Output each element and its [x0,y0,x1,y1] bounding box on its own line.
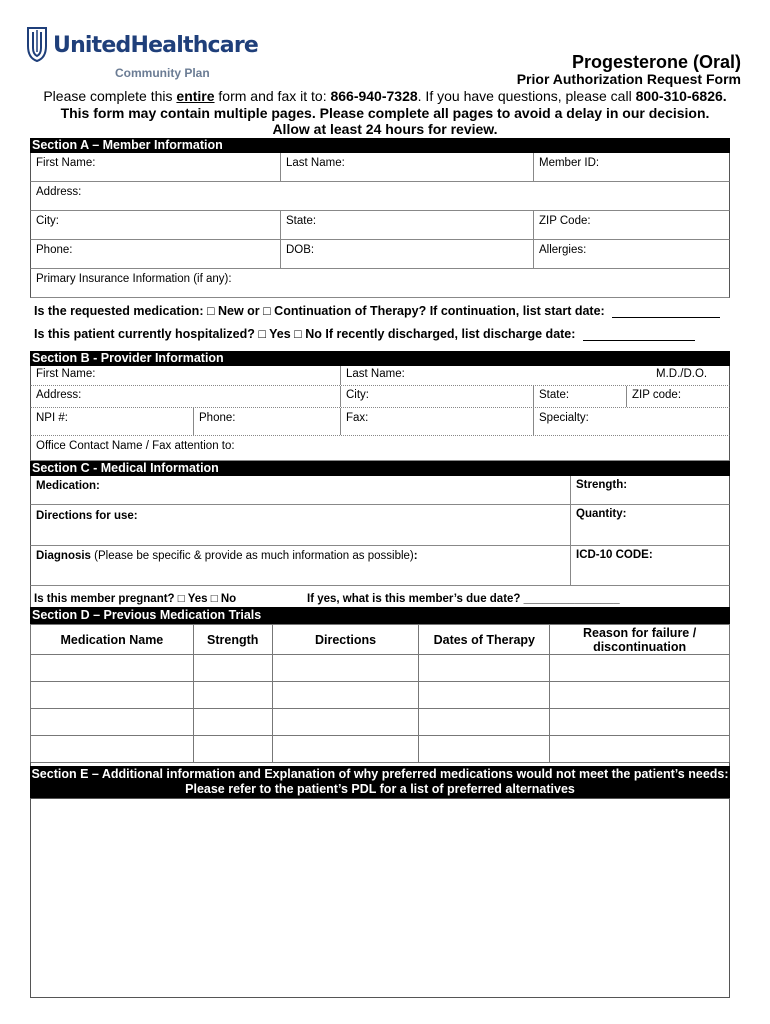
left-border [30,586,31,607]
form-title: Progesterone (Oral) [571,52,741,72]
field-label: ZIP Code: [539,215,591,227]
table-cell[interactable] [193,655,272,682]
field-label: First Name: [36,368,96,380]
instructions-line-3: Allow at least 24 hours for review. [272,121,498,137]
field-label: : [413,550,418,562]
table-cell[interactable] [419,709,550,736]
provider-address-row [30,386,730,408]
field-label: Allergies: [539,244,587,256]
member-dob-field[interactable] [280,240,533,268]
field-label: State: [286,215,317,227]
field-label: Address: [36,389,82,401]
start-date-blank[interactable] [612,317,720,318]
due-date-question[interactable]: If yes, what is this member’s due date? _______________ [307,593,620,605]
table-row [31,736,730,763]
field-label: City: [36,215,59,227]
col-dates-of-therapy: Dates of Therapy [419,625,550,655]
field-label: Fax: [346,412,369,424]
field-label: Strength: [576,479,628,491]
discharge-date-blank[interactable] [583,340,695,341]
member-state-field[interactable] [280,211,533,239]
continuation-checkbox[interactable]: □ Continuation of Therapy? If continuation, list start date: [263,304,605,318]
fax-number: 866-940-7328 [330,88,418,104]
section-b-heading: Section B - Provider Information [30,351,730,366]
table-cell[interactable] [31,709,194,736]
member-id-field[interactable] [533,153,730,181]
pregnant-question[interactable]: Is this member pregnant? □ Yes □ No [34,593,237,605]
directions-field[interactable] [31,505,570,545]
office-contact-field[interactable] [31,436,730,460]
col-directions: Directions [272,625,419,655]
field-label: Diagnosis [36,550,91,562]
member-phone-field[interactable] [31,240,280,268]
field-label: Last Name: [286,157,345,169]
table-cell[interactable] [193,736,272,763]
primary-insurance-field[interactable] [31,269,730,297]
instructions-line-1 [0,88,770,104]
right-border [729,586,730,607]
provider-name-row [30,366,730,386]
strength-field[interactable] [570,476,730,504]
member-allergies-field[interactable] [533,240,730,268]
section-a-heading: Section A – Member Information [30,138,730,153]
member-city-row [30,211,730,240]
additional-information-textarea[interactable] [30,798,730,998]
table-row [31,655,730,682]
directions-row [30,505,730,546]
section-d-heading: Section D – Previous Medication Trials [30,607,730,624]
table-cell[interactable] [550,736,730,763]
provider-zip-field[interactable] [626,386,730,407]
unitedhealthcare-shield-icon [26,26,48,62]
icd-code-field[interactable] [570,546,730,585]
col-reason-for-failure: Reason for failure / discontinuation [550,625,730,655]
field-label: Quantity: [576,508,627,520]
field-label: ICD-10 CODE: [576,549,653,561]
field-label: Primary Insurance Information (if any): [36,273,232,285]
field-label: Directions for use: [36,510,138,522]
provider-city-field[interactable] [340,386,533,407]
instr-text: Please complete this [43,88,177,104]
logo-wordmark: UnitedHealthcare [53,33,259,58]
col-strength: Strength [193,625,272,655]
medication-field[interactable] [31,476,570,504]
question-text: If recently discharged, list discharge date: [325,327,576,341]
field-label: State: [539,389,570,401]
field-label: ZIP code: [632,389,682,401]
diagnosis-field[interactable] [31,546,570,585]
office-contact-row [30,436,730,461]
table-cell[interactable] [272,709,419,736]
field-label: NPI #: [36,412,68,424]
instr-text: . If you have questions, please call [417,88,636,104]
provider-first-name-field[interactable] [31,366,340,385]
field-label: First Name: [36,157,96,169]
field-label: DOB: [286,244,315,256]
field-label: Specialty: [539,412,589,424]
no-checkbox[interactable]: □ No [294,327,326,341]
section-e-title: Section E – Additional information and Explanation of why preferred medications would not meet the patient’s needs: [31,767,729,781]
table-cell[interactable] [31,682,194,709]
new-checkbox[interactable]: □ New or [206,304,264,318]
member-phone-row [30,240,730,269]
hospitalized-question [34,327,734,341]
question-text: Is this patient currently hospitalized? [34,327,259,341]
provider-specialty-field[interactable] [533,408,730,435]
phone-number: 800-310-6826 [635,88,723,104]
field-label: Phone: [36,244,73,256]
table-cell[interactable] [419,736,550,763]
member-name-row [30,153,730,182]
provider-last-name-field[interactable] [340,366,730,385]
member-last-name-field[interactable] [280,153,533,181]
field-label: City: [346,389,369,401]
field-label: Office Contact Name / Fax attention to: [36,440,235,452]
field-label: Member ID: [539,157,600,169]
provider-state-field[interactable] [533,386,626,407]
table-cell[interactable] [272,682,419,709]
provider-fax-field[interactable] [340,408,533,435]
provider-npi-field[interactable] [31,408,193,435]
md-do-label: M.D./D.O. [656,368,708,380]
table-cell[interactable] [550,709,730,736]
table-header-row [31,625,730,655]
table-cell[interactable] [272,655,419,682]
table-cell[interactable] [272,736,419,763]
previous-trials-table [30,624,730,763]
instructions-line-2: This form may contain multiple pages. Please complete all pages to avoid a delay in our decision. [60,105,710,121]
instr-entire: entire [176,88,215,104]
field-label: Last Name: [346,368,405,380]
medication-row [30,476,730,505]
quantity-field[interactable] [570,505,730,545]
provider-npi-row [30,408,730,436]
medication-status-question [34,304,734,318]
table-cell[interactable] [550,655,730,682]
member-address-row [30,182,730,211]
provider-phone-field[interactable] [193,408,340,435]
section-e-heading [30,766,730,799]
field-label: Phone: [199,412,236,424]
col-medication-name: Medication Name [31,625,194,655]
table-row [31,709,730,736]
logo-subtitle: Community Plan [115,66,210,80]
provider-address-field[interactable] [31,386,340,407]
insurance-row [30,269,730,298]
table-cell[interactable] [193,709,272,736]
yes-checkbox[interactable]: □ Yes [258,327,295,341]
instr-text: . [722,88,727,104]
table-cell[interactable] [419,655,550,682]
member-address-field[interactable] [31,182,730,210]
diagnosis-row [30,546,730,586]
member-zip-field[interactable] [533,211,730,239]
table-cell[interactable] [31,655,194,682]
field-label: Medication: [36,480,100,492]
instr-text: form and fax it to: [214,88,331,104]
section-c-heading: Section C - Medical Information [30,461,730,476]
member-first-name-field[interactable] [31,153,280,181]
table-row [31,682,730,709]
field-label: Address: [36,186,82,198]
table-cell[interactable] [31,736,194,763]
form-subtitle: Prior Authorization Request Form [516,71,741,87]
question-text: Is the requested medication: [34,304,207,318]
table-cell[interactable] [550,682,730,709]
section-e-subtitle: Please refer to the patient’s PDL for a list of preferred alternatives [185,782,575,796]
table-cell[interactable] [419,682,550,709]
diagnosis-note: (Please be specific & provide as much information as possible) [90,550,414,562]
member-city-field[interactable] [31,211,280,239]
table-cell[interactable] [193,682,272,709]
